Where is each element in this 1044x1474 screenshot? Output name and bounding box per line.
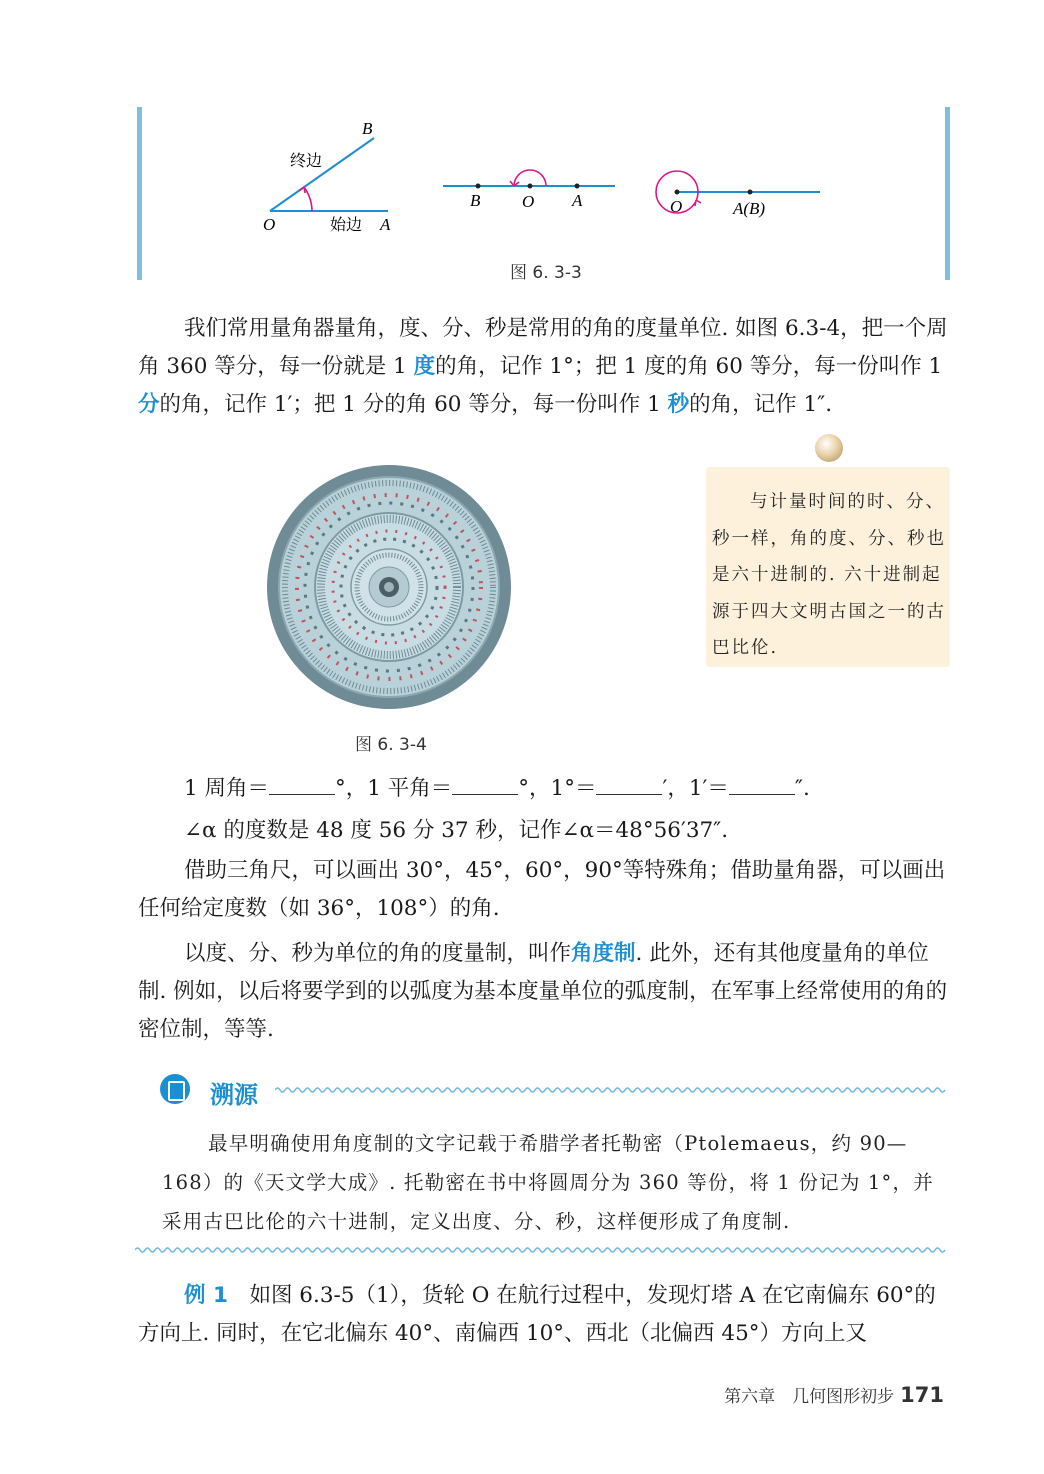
wavy-divider-bottom [135, 1244, 950, 1256]
blank-4[interactable] [729, 776, 795, 795]
figure-caption-633: 图 6. 3-3 [510, 263, 582, 283]
source-title: 溯源 [210, 1081, 258, 1109]
source-icon [160, 1074, 190, 1104]
label-AB-3: A(B) [733, 199, 766, 218]
label-O-2: O [522, 192, 535, 211]
label-terminal-side: 终边 [290, 151, 323, 170]
paragraph-degree-units: 我们常用量角器量角，度、分、秒是常用的角的度量单位. 如图 6.3-4，把一个周角 360 等分，每一份就是 1 度的角，记作 1°；把 1 度的角 60 等分，每一份叫作 1 分的角，记作 1′；把 1 分的角 60 等分，每一份叫作 1 秒的角，记作 1″. [138, 316, 948, 417]
blank-3[interactable] [596, 776, 662, 795]
label-B-2: B [470, 191, 481, 210]
blank-1[interactable] [269, 776, 335, 795]
source-text: 最早明确使用角度制的文字记载于希腊学者托勒密（Ptolemaeus，约 90—168）的《天文学大成》. 托勒密在书中将圆周分为 360 等份，将 1 份记为 1°，并采用古巴比伦的六十进制，定义出度、分、秒，这样便形成了角度制. [162, 1132, 934, 1233]
figure-caption-634: 图 6. 3-4 [355, 735, 427, 755]
page-number: 171 [900, 1383, 944, 1407]
label-B-1: B [362, 119, 373, 138]
keyword-second: 秒 [667, 392, 690, 417]
wavy-divider-top [275, 1084, 950, 1096]
chapter-title: 第六章 几何图形初步 [724, 1387, 895, 1407]
label-O-1: O [263, 215, 276, 234]
page-footer [724, 1382, 944, 1407]
label-O-3: O [670, 197, 683, 216]
alpha-notation-line: ∠α 的度数是 48 度 56 分 37 秒，记作∠α＝48°56′37″. [184, 818, 729, 843]
angle-diagram-3 [656, 171, 820, 218]
pushpin-icon [815, 434, 843, 462]
fill-blank-line: 1 周角＝ °，1 平角＝ °，1°＝ ′，1′＝ ″. [184, 776, 810, 801]
paragraph-angle-system: 以度、分、秒为单位的角的度量制，叫作角度制. 此外，还有其他度量角的单位制. 例如，以后将要学到的以弧度为基本度量单位的弧度制，在军事上经常使用的角的密位制，等等. [138, 941, 948, 1042]
angle-diagram-1 [263, 119, 391, 234]
paragraph-triangle-ruler: 借助三角尺，可以画出 30°，45°，60°，90°等特殊角；借助量角器，可以画出任何给定度数（如 36°，108°）的角. [138, 858, 946, 921]
example-1: 例 1 如图 6.3-5（1），货轮 O 在航行过程中，发现灯塔 A 在它南偏东 60°的方向上. 同时，在它北偏东 40°、南偏西 10°、西北（北偏西 45°）方向上又 [138, 1283, 936, 1346]
keyword-minute: 分 [138, 392, 160, 417]
blank-2[interactable] [452, 776, 518, 795]
angle-diagrams [240, 110, 840, 240]
angle-diagram-2 [443, 170, 615, 211]
figure-right-bar [945, 107, 950, 280]
example-label: 例 1 [184, 1283, 228, 1308]
protractor-image [265, 463, 513, 711]
figure-left-bar [137, 107, 142, 280]
keyword-degree: 度 [413, 354, 436, 379]
label-A-1: A [380, 215, 391, 234]
keyword-angle-system: 角度制 [571, 941, 636, 966]
side-note-text: 与计量时间的时、分、秒一样，角的度、分、秒也是六十进制的. 六十进制起源于四大文明古国之一的古巴比伦. [712, 492, 946, 658]
label-initial-side: 始边 [330, 215, 363, 234]
label-A-2: A [572, 191, 583, 210]
